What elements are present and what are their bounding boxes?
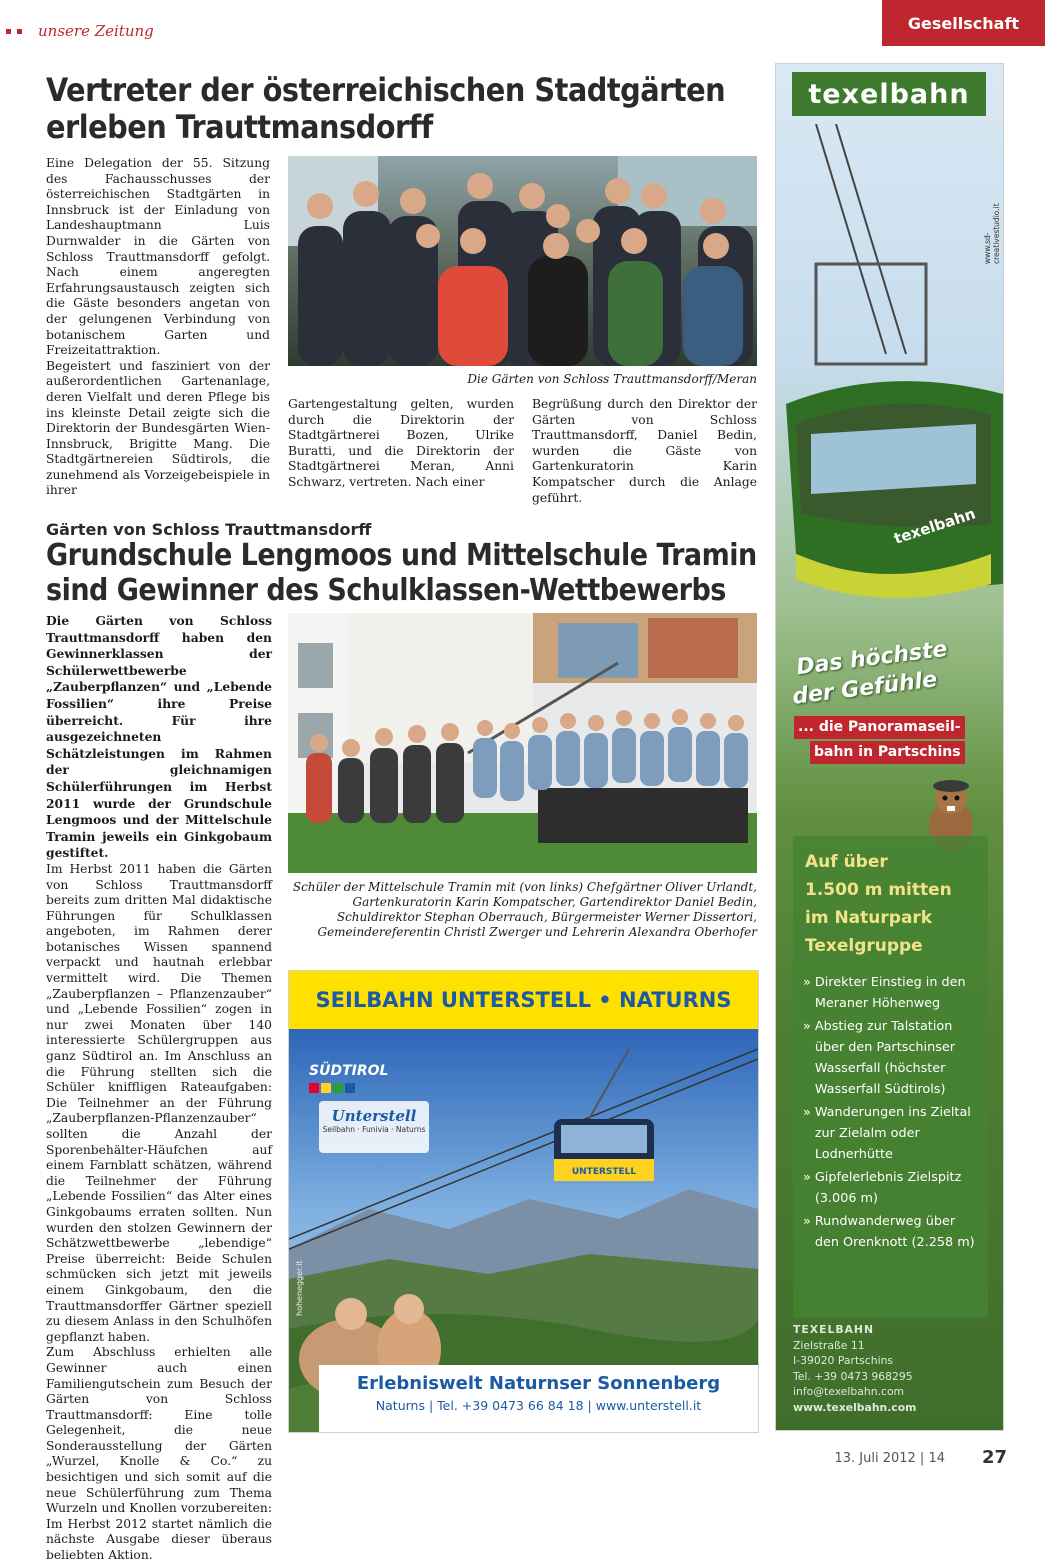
ad-unterstell-title: SEILBAHN UNTERSTELL • NATURNS [315,988,732,1012]
ad-texelbahn-slogan-1: Das höchste [795,636,949,681]
article1-paragraph: Begeistert und fasziniert von der außerordentlichen Gartenanlage, deren Vielfalt und deren Pflege bis ins kleinste Detail zeigte sich die Direktorin der Bundesgärten Wien-Innsbruck, Brigitte Mang. Die Stadtgärtnereien Südtirols, die zunehmend als Vorzeigebeispiele in ihrer [46,358,270,498]
color-bar-icon [309,1083,319,1093]
ad-texelbahn-sub-1: ... die Panoramaseil- [794,716,965,739]
article1-paragraph: Begrüßung durch den Direktor der Gärten von Schloss Trauttmansdorff, Daniel Bedin, wurden die Gäste von Gartenkuratorin Karin Kompatscher durch die Anlage geführt. [532,397,757,505]
bullet-arrow-icon: » [803,1170,811,1185]
brand-name: unsere Zeitung [38,22,154,40]
ad-texelbahn-info-box [793,836,988,1318]
ad-unterstell-bottom-title: Erlebniswelt Naturnser Sonnenberg [356,1373,721,1394]
article2-paragraph: Zum Abschluss erhielten alle Gewinner auch einen Familiengutschein zum Besuch der Gärten von Schloss Trauttmansdorff: Eine tolle Gelegenheit, die neue Sonderausstellung der Gärten „Wurzel, Knolle & Co.“ zu besichtigen und sich somit auf die neue Schülerführung zum Thema Wurzeln und Knollen vorzubereiten: Im Herbst 2012 startet nämlich die nächste Ausgabe dieser überaus beliebten Aktion. [46,1345,272,1563]
brand-square-icon [6,29,11,34]
box-title-line: Texelgruppe [805,936,923,956]
ad-texelbahn-contact [793,1322,988,1415]
article1-paragraph: Eine Delegation der 55. Sitzung des Fachausschusses der österreichischen Stadtgärten in Innsbruck ist der Einladung von Landeshauptmann Luis Durnwalder in die Gärten von Schloss Trauttmansdorff gefolgt. Nach einem angeregten Erfahrungsaustausch zeigten sich die Gäste besonders angetan von der gelungenen Verbindung von botanischem Garten und Freizeitattraktion. [46,156,270,358]
page-number: 27 [982,1447,1008,1468]
bullet-arrow-icon: » [803,1105,811,1120]
ad-texelbahn-logo: texelbahn [792,72,986,116]
ad-unterstell-gondola-label: UNTERSTELL [571,1167,637,1177]
article1-column-2 [288,397,514,491]
ad-texelbahn-box-title [793,836,988,960]
group-photo-image [288,156,757,366]
ad-texelbahn[interactable] [775,63,1004,1431]
ad-texelbahn-list-item [803,1167,976,1209]
box-title-line: Auf über [805,852,888,872]
footer-date: 13. Juli 2012 | 14 [834,1451,945,1466]
list-item-text: Rundwanderweg über den Orenknott (2.258 m) [814,1214,975,1250]
article1-column-3 [532,397,757,506]
ad-texelbahn-gondola-image [776,124,1003,644]
color-bar-icon [333,1083,343,1093]
contact-city: I-39020 Partschins [793,1354,894,1367]
list-item-text: Wanderungen ins Zieltal zur Zielalm oder Lodnerhütte [814,1105,971,1162]
article1-caption: Die Gärten von Schloss Trauttmansdorff/Meran [467,372,757,386]
article2-paragraph: Im Herbst 2011 haben die Gärten von Schloss Trauttmansdorff bereits zum dritten Mal didaktische Führungen für Schulklassen angeboten, im Rahmen derer botanisches Wissen spannend verpackt und hautnah erlebbar vermittelt wird. Die Themen „Zauberpflanzen – Pflanzenzauber“ und „Lebende Fossilien“ zogen in nur zwei Monaten über 140 interessierte Schülergruppen aus ganz Südtirol an. Im Anschluss an die Führung stellten sich die Schüler kniffligen Rateaufgaben: Die Teilnehmer an der Führung „Zauberpflanzen-Pflanzenzauber“ sollten die Anzahl der Sporenbehälter-Häufchen auf einem Farnblatt schätzen, während die Teilnehmer der Führung „Lebende Fossilien“ das Alter eines Ginkgobaums erraten sollten. Nun wurden den stolzen Gewinnern der Schätzwettbewerbe „lebendige“ Preise überreicht: Beide Schulen schmücken sich jetzt mit jeweils einem Ginkgobaum, den die Trauttmansdorffer Gärtner speziell zu diesem Anlass in den Schulhöfen gepflanzt haben. [46,861,272,1344]
article1-paragraph: Gartengestaltung gelten, wurden durch die Direktorin der Stadtgärtnerei Bozen, Ulrike Buratti, und die Direktorin der Stadtgärtnerei Meran, Anni Schwarz, vertreten. Nach einer [288,397,514,489]
ad-texelbahn-list-item [803,1102,976,1165]
ad-texelbahn-credit: www.sd-creativestudio.it [983,203,1001,264]
contact-phone: Tel. +39 0473 968295 [793,1369,913,1383]
ad-unterstell-credit: hohenegger.it [295,1260,304,1316]
bullet-arrow-icon: » [803,1214,811,1229]
section-tab: Gesellschaft [882,0,1045,46]
bullet-arrow-icon: » [803,975,811,990]
contact-web-link[interactable]: www.texelbahn.com [793,1400,917,1414]
ad-unterstell[interactable] [288,970,759,1433]
article1-column-1 [46,156,270,499]
ad-texelbahn-list-item [803,1016,976,1100]
article2-photo [288,613,757,873]
list-item-text: Gipfelerlebnis Zielspitz (3.006 m) [814,1170,962,1206]
brand [6,22,154,40]
contact-email-link[interactable]: info@texelbahn.com [793,1385,905,1398]
ad-unterstell-logo [319,1101,429,1153]
ad-unterstell-footer [319,1365,758,1432]
list-item-text: Abstieg zur Talstation über den Partschinser Wasserfall (höchster Wasserfall Südtirols) [814,1019,955,1097]
school-photo-image [288,613,757,873]
brand-square-icon [17,29,22,34]
article2-caption: Schüler der Mittelschule Tramin mit (von links) Chefgärtner Oliver Urlandt, Gartenkuratorin Karin Kompatscher, Gartendirektor Daniel Bedin, Schuldirektor Stephan Oberrauch, Bürgermeister Werner Dissertori, Gemeindereferentin Christl Zwerger und Lehrerin Alexandra Oberhofer [292,880,757,939]
bullet-arrow-icon: » [803,1019,811,1034]
ad-texelbahn-sub-2: bahn in Partschins [810,741,965,764]
contact-street: Zielstraße 11 [793,1338,865,1352]
article2-headline: Grundschule Lengmoos und Mittelschule Tramin sind Gewinner des Schulklassen-Wettbewerbs [46,538,757,608]
ad-unterstell-logo-text: Unterstell [331,1107,417,1125]
ad-texelbahn-subline [794,714,965,764]
ad-texelbahn-gondola-label: texelbahn [891,504,978,548]
box-title-line: 1.500 m mitten [805,880,952,900]
article2-kicker: Gärten von Schloss Trauttmansdorff [46,520,372,539]
article1-photo [288,156,757,366]
ad-unterstell-bottom-contact[interactable]: Naturns | Tel. +39 0473 66 84 18 | www.unterstell.it [375,1398,702,1413]
article2-column-1 [46,613,272,1564]
article2-lead [46,613,272,862]
ad-unterstell-suedtirol-logo: SÜDTIROL [309,1063,389,1079]
contact-name: TEXELBAHN [793,1323,874,1336]
ad-unterstell-logo-sub: Seilbahn · Funivia · Naturns [322,1125,426,1134]
ad-texelbahn-slogan-2: der Gefühle [791,667,939,710]
ad-unterstell-title-bar [289,971,758,1029]
color-bar-icon [345,1083,355,1093]
list-item-text: Direkter Einstieg in den Meraner Höhenweg [814,975,966,1011]
box-title-line: im Naturpark [805,908,933,928]
ad-texelbahn-list-item [803,972,976,1014]
article1-headline: Vertreter der österreichischen Stadtgärten erleben Trauttmansdorff [46,71,726,146]
ad-texelbahn-list-item [803,1211,976,1253]
ad-texelbahn-list [793,960,988,1253]
ad-unterstell-suedtirol-bars [309,1083,355,1093]
color-bar-icon [321,1083,331,1093]
article2-lead-text: Die Gärten von Schloss Trauttmansdorff haben den Gewinnerklassen der Schülerwettbewerbe „Zauberpflanzen“ und „Lebende Fossilien“ ihre Preise überreicht. Für ihre ausgezeichneten Schätzleistungen im Rahmen der gleichnamigen Schülerführungen im Herbst 2011 wurde der Grundschule Lengmoos und der Mittelschule Tramin jeweils ein Ginkgobaum gestiftet. [46,613,272,861]
